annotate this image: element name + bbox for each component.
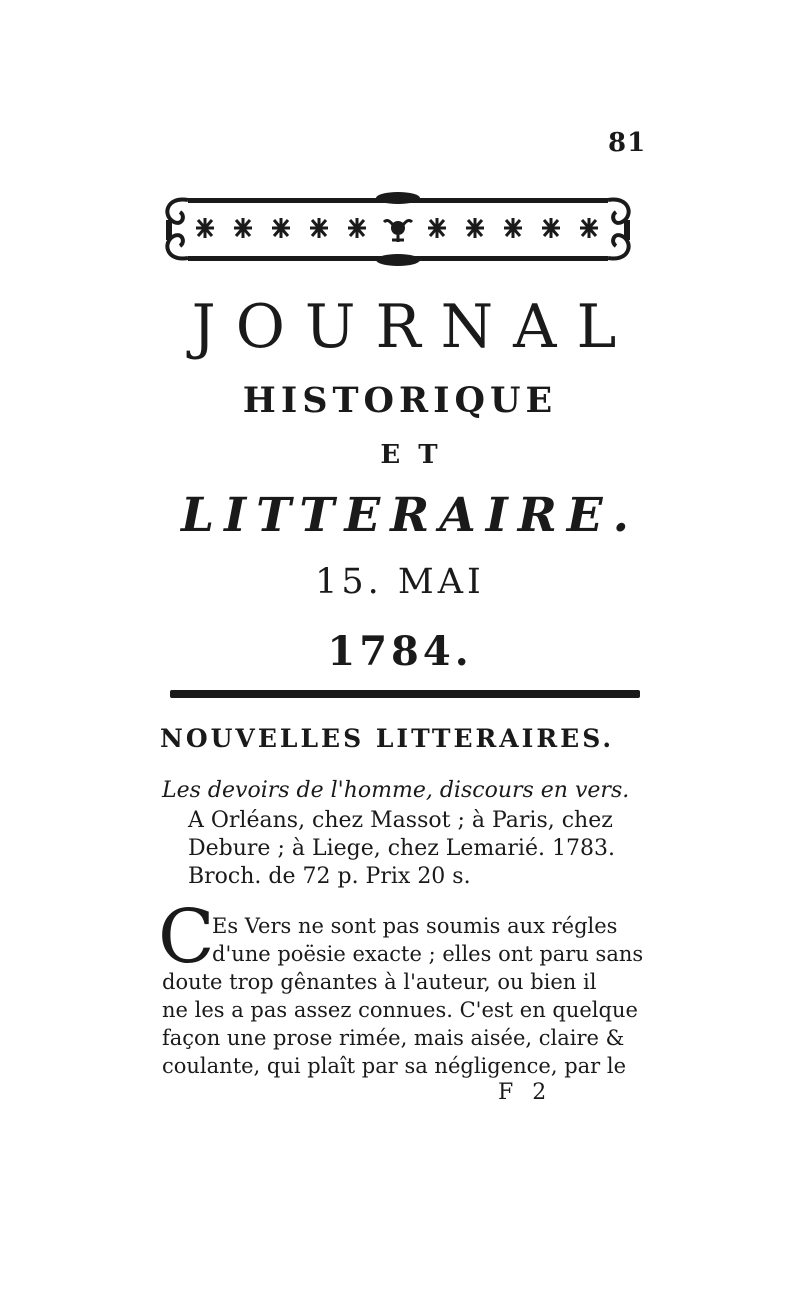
decorative-ornament-band — [158, 186, 638, 272]
body-text-line: coulante, qui plaît par sa négligence, par le — [162, 1054, 627, 1078]
entry-imprint-line: Debure ; à Liege, chez Lemarié. 1783. — [188, 836, 615, 861]
body-text-line: façon une prose rimée, mais aisée, claire & — [162, 1026, 625, 1050]
section-heading: NOUVELLES LITTERAIRES. — [160, 724, 615, 753]
entry-title: Les devoirs de l'homme, discours en vers. — [162, 778, 630, 803]
title-historique: HISTORIQUE — [242, 380, 558, 421]
body-text-line: doute trop gênantes à l'auteur, ou bien il — [162, 970, 597, 994]
page-number: 81 — [608, 128, 647, 158]
signature-mark: F 2 — [498, 1080, 553, 1105]
entry-imprint-line: Broch. de 72 p. Prix 20 s. — [188, 864, 471, 889]
issue-date: 15. MAI — [315, 562, 485, 602]
drop-cap: C — [158, 894, 215, 980]
title-litteraire: LITTERAIRE. — [181, 488, 639, 543]
entry-imprint-line: A Orléans, chez Massot ; à Paris, chez — [188, 808, 613, 833]
body-text-line: d'une poësie exacte ; elles ont paru sans — [212, 942, 644, 966]
body-text-line: Es Vers ne sont pas soumis aux régles — [212, 914, 618, 938]
issue-year: 1784. — [327, 628, 473, 675]
title-et: ET — [380, 440, 456, 470]
body-text-line: ne les a pas assez connues. C'est en quelque — [162, 998, 638, 1022]
horizontal-rule — [170, 690, 640, 698]
title-journal: JOURNAL — [191, 292, 637, 362]
